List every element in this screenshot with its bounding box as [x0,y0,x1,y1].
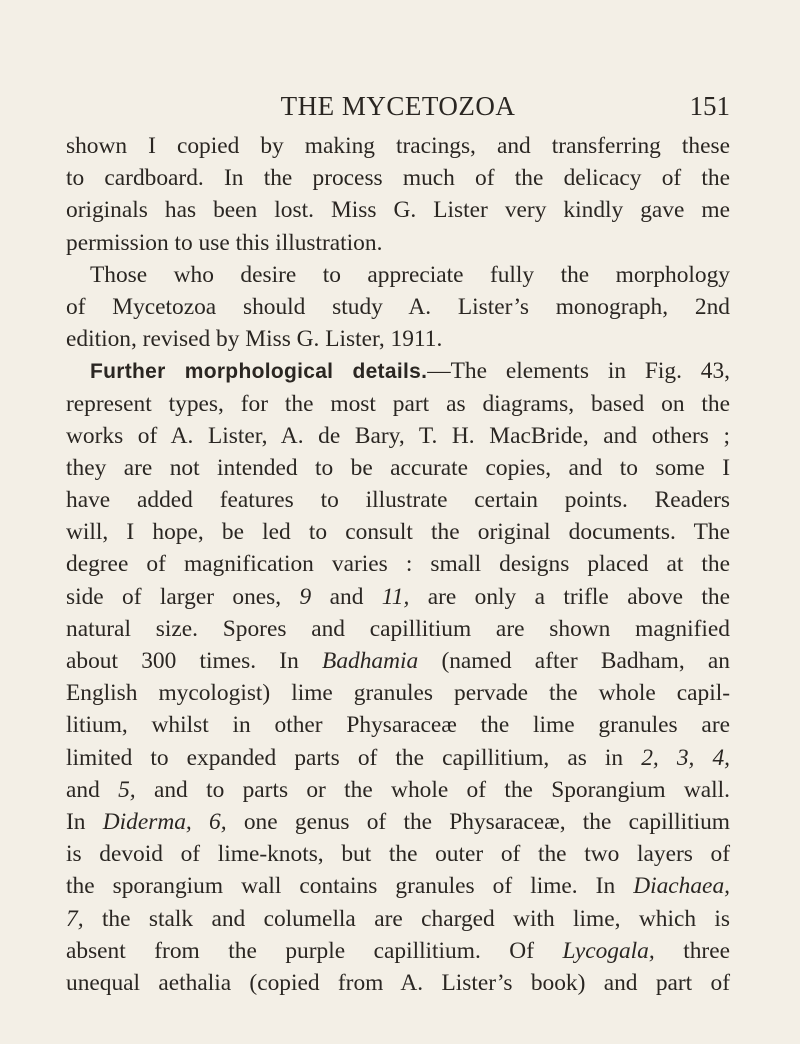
text-line: originals has been lost. Miss G. Lister very kindly gave me [66,197,730,224]
text-segment: limited to expanded parts of the capillitium, as in [66,744,624,771]
genus-name: Lycogala, [562,937,655,964]
text-line: represent types, for the most part as diagrams, based on the [66,390,730,417]
text-line [66,806,730,838]
text-line [66,742,730,774]
text-segment: one genus of the Physaraceæ, the capillitium [243,808,730,835]
figure-reference: 11, [381,583,410,610]
text-line [66,774,730,806]
text-line [66,355,730,387]
genus-name: Diachaea, [633,873,730,900]
page-number: 151 [689,91,730,121]
text-line: to cardboard. In the process much of the delicacy of the [66,165,730,192]
text-segment: are only a trifle above the [427,583,730,610]
text-segment: the sporangium wall contains granules of lime. In [66,873,616,900]
text-line: Those who desire to appreciate fully the morphology [90,261,730,288]
text-line: have added features to illustrate certain points. Readers [66,487,730,514]
figure-reference: 9 [299,583,312,610]
running-title: THE MYCETOZOA [280,91,516,121]
text-line: will, I hope, be led to consult the original documents. The [66,519,730,546]
body-text [66,130,730,999]
text-segment: the stalk and columella are charged with lime, which is [101,905,730,932]
text-segment: about 300 times. In [66,648,299,674]
section-heading: Further morphological details. [90,360,428,384]
text-line: shown I copied by making tracings, and transferring these [66,133,730,159]
text-segment: side of larger ones, [66,583,282,610]
text-line [66,870,730,902]
text-segment: —The elements in Fig. 43, [427,358,731,385]
text-line [66,935,730,967]
running-header [66,86,730,126]
text-line: degree of magnification varies : small designs placed at the [66,551,730,578]
text-line: unequal aethalia (copied from A. Lister’s book) and part of [66,969,730,996]
text-segment: and [66,776,100,803]
text-segment: three [683,937,730,964]
genus-name: Badhamia [322,648,419,674]
text-line: of Mycetozoa should study A. Lister’s monograph, 2nd [66,293,730,320]
text-line: litium, whilst in other Physaraceæ the lime granules are [66,712,730,739]
text-line: permission to use this illustration. [66,229,383,256]
text-segment: absent from the purple capillitium. Of [66,937,534,964]
text-line: works of A. Lister, A. de Bary, T. H. MacBride, and others ; [66,422,730,449]
genus-name: Diderma, 6, [102,808,227,835]
text-line [66,581,730,613]
figure-reference: 5, [118,776,136,803]
text-segment: In [66,808,86,835]
text-line: is devoid of lime-knots, but the outer of the two layers of [66,841,730,868]
text-line: edition, revised by Miss G. Lister, 1911. [66,326,443,353]
figure-reference: 7, [66,905,84,932]
text-segment: and to parts or the whole of the Sporangium wall. [153,776,730,803]
figure-reference: 2, 3, 4, [641,744,731,771]
text-line: English mycologist) lime granules pervade the whole capil- [66,680,730,707]
text-line: they are not intended to be accurate copies, and to some I [66,454,730,481]
text-segment: (named after Badham, an [441,648,730,674]
text-segment: and [329,583,364,610]
text-line [66,903,730,935]
text-line: natural size. Spores and capillitium are shown magnified [66,615,730,642]
text-line [66,645,730,677]
